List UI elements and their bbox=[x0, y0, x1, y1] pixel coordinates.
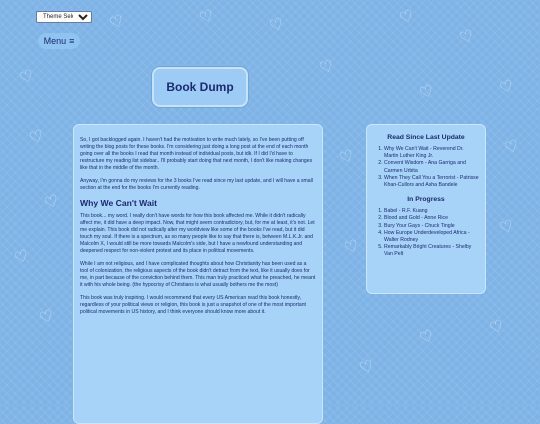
heart-icon: ♡ bbox=[337, 147, 357, 168]
heart-icon: ♡ bbox=[37, 307, 57, 328]
heart-icon: ♡ bbox=[397, 7, 417, 28]
heart-icon: ♡ bbox=[457, 27, 477, 48]
post-paragraph: Anyway, I'm gonna do my reviews for the 3 books I've read since my last update, and I will have a small section at the end for the books I'm currently reading. bbox=[80, 178, 313, 191]
list-item: 1. Why We Can't Wait - Reverend Dr. Martin Luther King Jr. bbox=[384, 146, 479, 160]
heart-icon: ♡ bbox=[107, 12, 127, 33]
read-since-heading: Read Since Last Update bbox=[387, 134, 465, 141]
in-progress-heading: In Progress bbox=[407, 196, 445, 204]
post-paragraph: So, I got backlogged again. I haven't had the motivation to write much lately, so I've been putting off writing the blog posts for these books. I'm considering just doing a long post at the end of each month going over all the books I read that month instead of individual posts, but idk. If I did I'd have to restructure my reading list sidebar.. I'll probably start doing that next month, I don't like making changes like that in the middle of the month. bbox=[80, 137, 313, 171]
list-item: 2. Blood and Gold - Anne Rice bbox=[384, 215, 479, 222]
heart-icon: ♡ bbox=[342, 237, 362, 258]
heart-icon: ♡ bbox=[497, 77, 517, 98]
heart-icon: ♡ bbox=[27, 127, 47, 148]
menu-button[interactable] bbox=[38, 33, 80, 49]
theme-selector[interactable] bbox=[36, 11, 92, 23]
section-heading: Why We Can't Wait bbox=[80, 198, 157, 208]
post-paragraph: While I am not religious, and I have complicated thoughts about how Christianity has been used as a tool of colonization, the religious aspects of the book didn't detract from the text, like it usually does for me, in part because of the conviction behind them. This man truly practiced what he preached, he meant it with his whole being. (the hypocrisy of Christians is what usually bothers me the most) bbox=[80, 261, 316, 288]
progress-list bbox=[373, 208, 479, 258]
page-title-box bbox=[152, 67, 248, 107]
blog-post bbox=[73, 124, 323, 424]
list-item: 3. Bury Your Gays - Chuck Tingle bbox=[384, 223, 479, 230]
heart-icon: ♡ bbox=[12, 247, 32, 268]
list-item: 1. Babel - R.F. Kuang bbox=[384, 208, 479, 215]
post-paragraph: This book was truly inspiring. I would recommend that every US American read this book honestly, regardless of your political views or religion, this book is just a snapshot of one of the most important political movements in US history, and I think everyone should know more about it. bbox=[80, 295, 306, 315]
list-item: 2. Convent Wisdom - Ana Garriga and Carmen Urbita bbox=[384, 160, 479, 174]
heart-icon: ♡ bbox=[197, 7, 217, 28]
heart-icon: ♡ bbox=[497, 217, 517, 238]
heart-icon: ♡ bbox=[357, 357, 377, 378]
page-title: Book Dump bbox=[166, 80, 234, 94]
list-item: 4. How Europe Underdeveloped Africa - Walter Rodney bbox=[384, 230, 479, 244]
heart-icon: ♡ bbox=[502, 137, 522, 158]
hamburger-icon: ≡ bbox=[69, 36, 75, 46]
heart-icon: ♡ bbox=[417, 82, 437, 103]
heart-icon: ♡ bbox=[487, 317, 507, 338]
post-paragraph: This book... my word. I really don't have words for how this book affected me. While it didn't radically affect me, it did have a deep impact. Now, that might seem contradictory, but, for me at least, it's not. Let me explain. This book did not radically alter my worldview like some of the books I've read, but it did touch my soul. If there is a spectrum, as so many people like to say that there is, between M.L.K.Jr. and Malcolm X, I would still be more towards Malcolm's side, but I have a newfound understanding and deepened respect for non-violent protest and its place in political movements. bbox=[80, 213, 315, 254]
menu-label: Menu bbox=[43, 36, 67, 46]
heart-icon: ♡ bbox=[17, 67, 37, 88]
list-item: 3. When They Call You a Terrorist - Patrisse Khan-Cullors and Asha Bandele bbox=[384, 175, 479, 189]
reading-list-sidebar[interactable] bbox=[366, 124, 486, 294]
list-item: 5. Remarkably Bright Creatures - Shelby Van Pelt bbox=[384, 244, 479, 258]
heart-icon: ♡ bbox=[42, 192, 62, 213]
heart-icon: ♡ bbox=[267, 15, 287, 36]
read-list bbox=[373, 146, 479, 189]
heart-icon: ♡ bbox=[317, 57, 337, 78]
heart-icon: ♡ bbox=[417, 327, 437, 348]
